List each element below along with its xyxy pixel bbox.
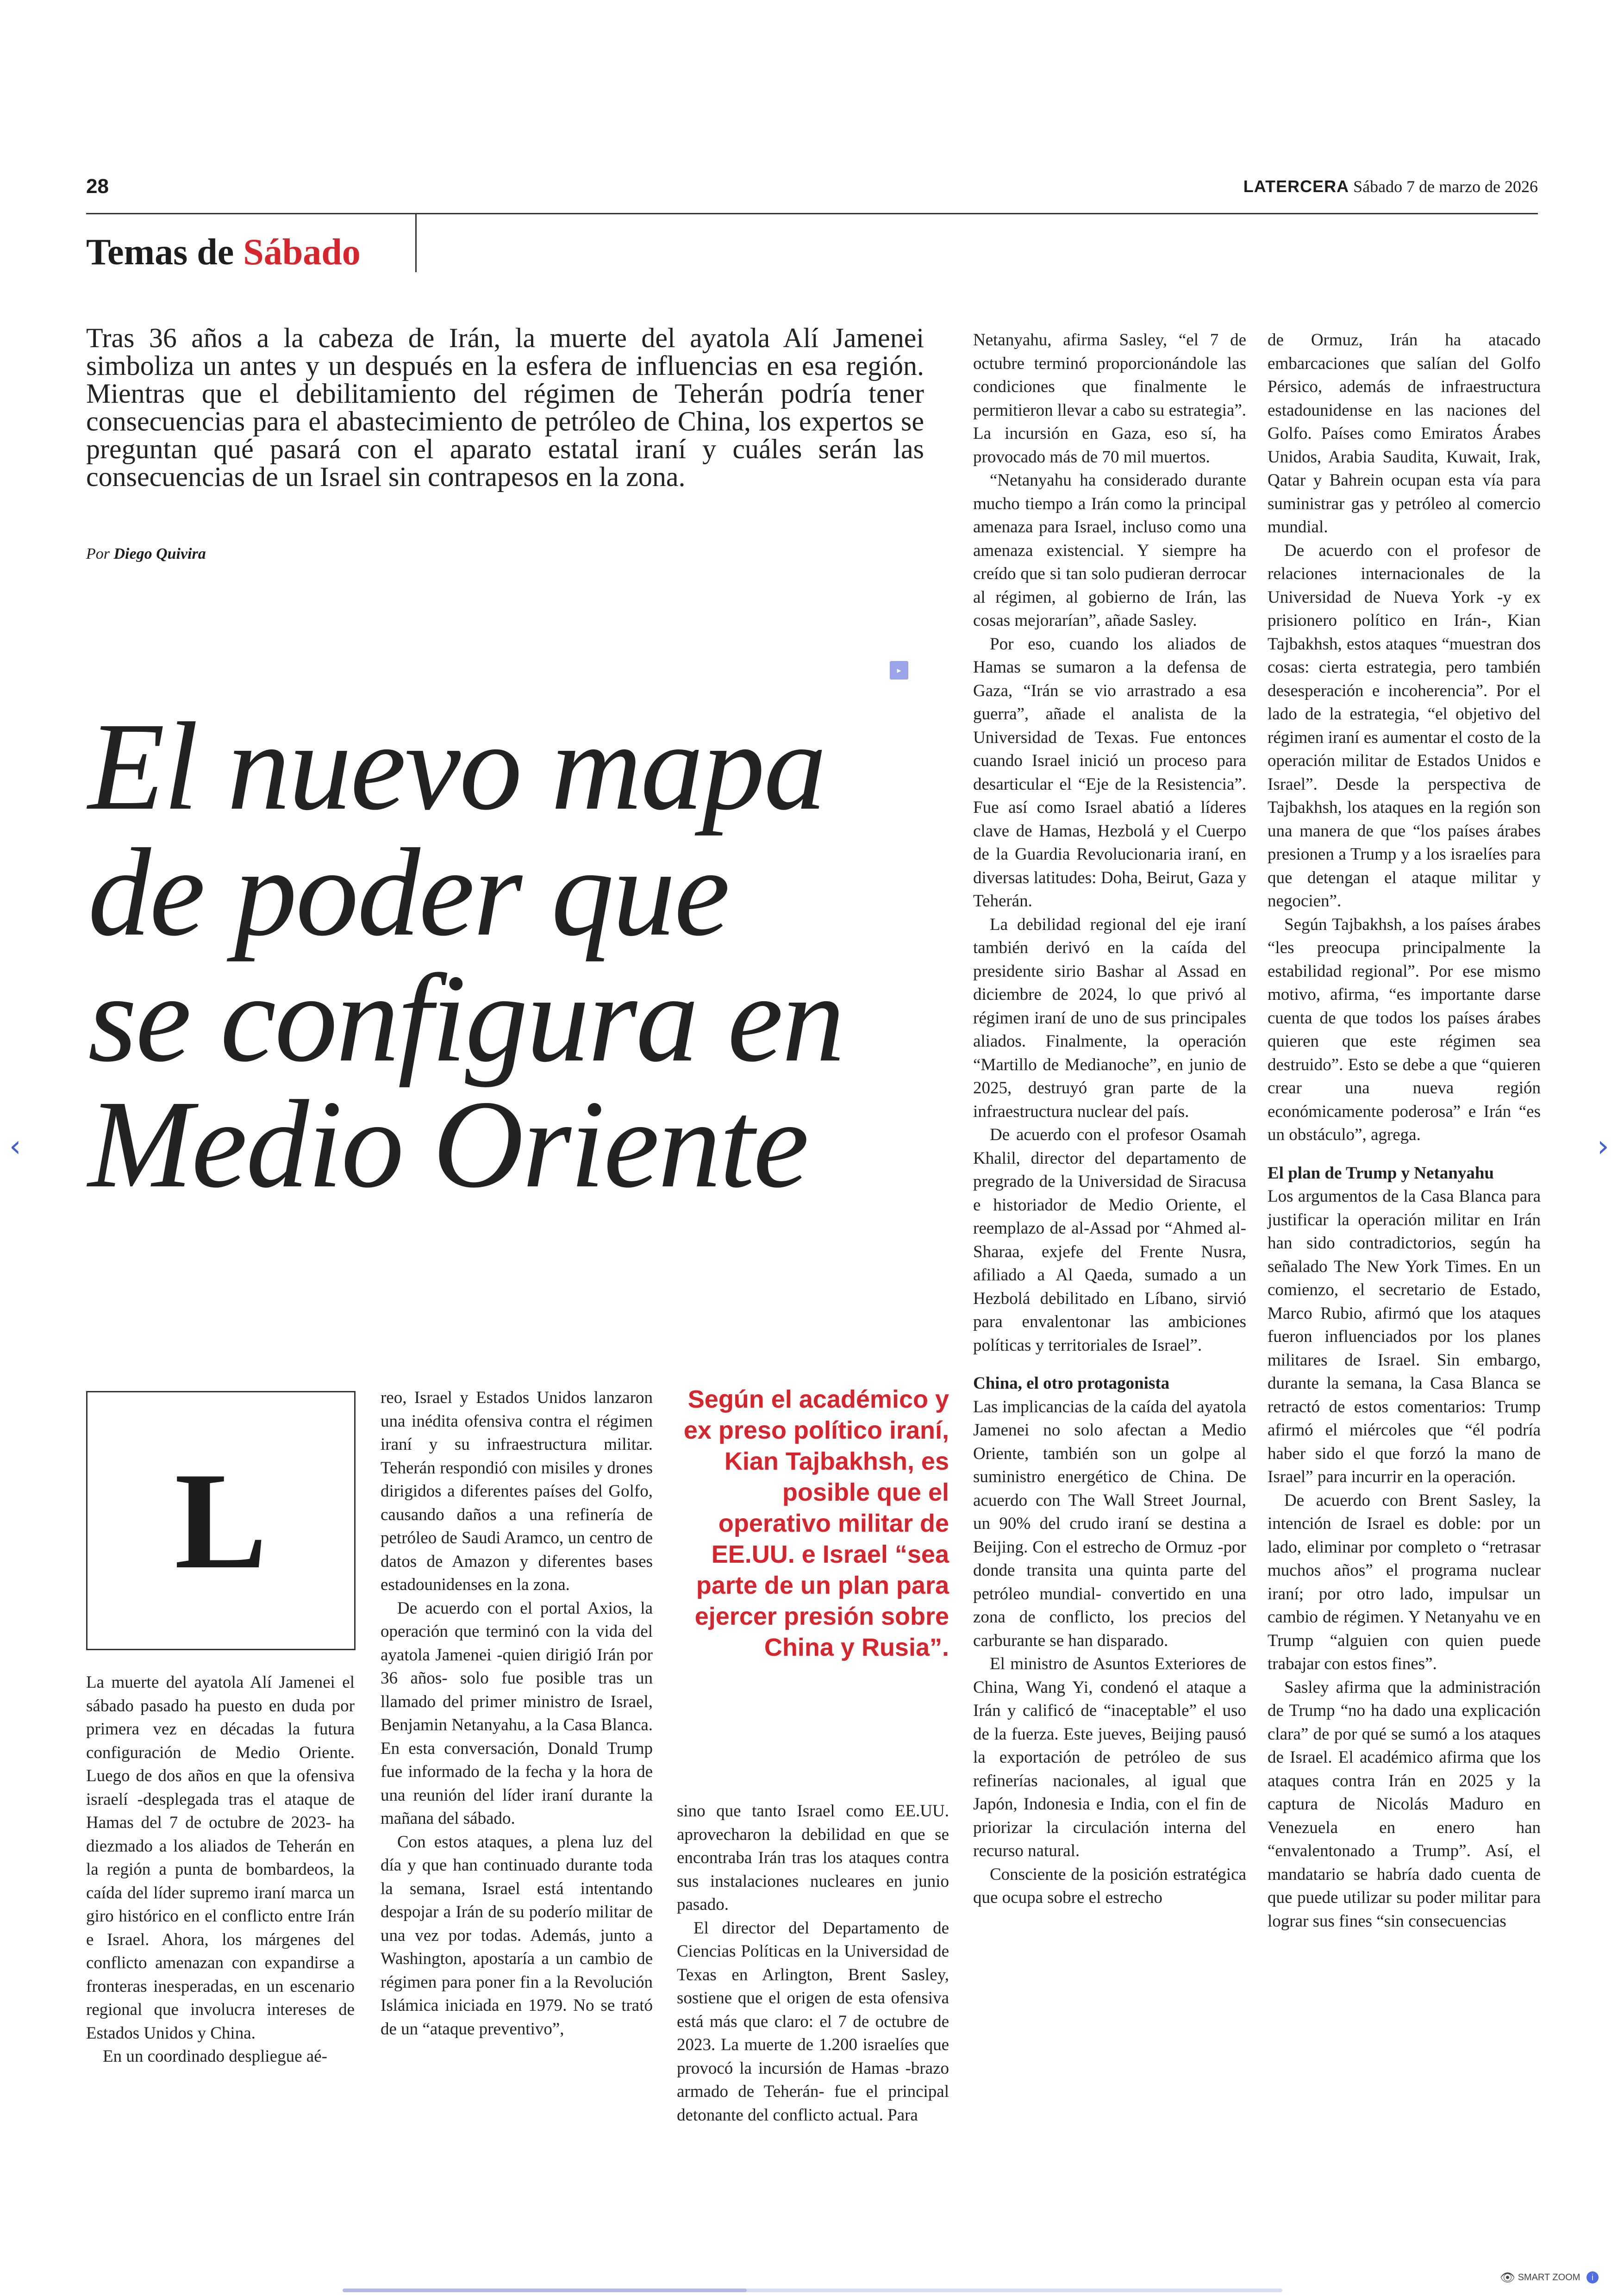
paragraph: En un coordinado despliegue aé-: [103, 2047, 327, 2066]
paragraph: Las implicancias de la caída del ayatola Jamenei no solo afectan a Medio Oriente, también son un golpe al suministro energético de China. De acuerdo con The Wall Street Journal, un 90% del crudo iraní se destina a Beijing. Con el estrecho de Ormuz -por donde transita una quinta parte del petróleo mundial- convertido en una zona de conflicto, los precios del carburante se han disparado.: [973, 1397, 1246, 1650]
article-column-5: [1268, 329, 1541, 1933]
paragraph: La muerte del ayatola Alí Jamenei el sábado pasado ha puesto en duda por primera vez en décadas la futura configuración de Medio Oriente. Luego de dos años en que la ofensiva israelí -desplegada tras el ataque de Hamas del 7 de octubre de 2023- ha diezmado a los aliados de Teherán en la región a punta de bombardeos, la caída del líder supremo iraní marca un giro histórico en el conflicto entre Irán e Israel. Ahora, los márgenes del conflicto amenazan con expandirse a fronteras inesperadas, en un escenario regional que involucra intereses de Estados Unidos y China.: [86, 1673, 355, 2043]
newspaper-brand: LATERCERA: [1243, 177, 1349, 196]
article-column-4: [973, 329, 1246, 1910]
eye-icon: 👁: [1500, 2270, 1516, 2284]
smart-zoom-label: SMART ZOOM: [1518, 2272, 1580, 2283]
subheading: El plan de Trump y Netanyahu: [1268, 1163, 1494, 1183]
next-page-chevron-icon[interactable]: ›: [1597, 1129, 1609, 1164]
paragraph: de Ormuz, Irán ha atacado embarcaciones que salían del Golfo Pérsico, además de infraestructura estadounidense en las naciones del Golfo. Países como Emiratos Árabes Unidos, Arabia Saudita, Kuwait, Irak, Qatar y Bahrein ocupan esta vía para suministrar gas y petróleo al comercio mundial.: [1268, 331, 1541, 536]
headline-line: de poder que: [88, 823, 729, 962]
headline-line: El nuevo mapa: [88, 697, 825, 836]
issue-date: Sábado 7 de marzo de 2026: [1353, 177, 1538, 196]
paragraph: reo, Israel y Estados Unidos lanzaron una inédita ofensiva contra el régimen iraní y su infraestructura militar. Teherán respondió con misiles y drones dirigidos a diferentes países del Golfo, causando daños a una refinería de petróleo de Saudi Aramco, un centro de datos de Amazon y diferentes bases estadounidenses en la zona.: [381, 1388, 653, 1594]
paragraph: La debilidad regional del eje iraní también derivó en la caída del presidente sirio Bashar al Assad en diciembre de 2024, lo que privó al régimen iraní de uno de sus principales aliados. Finalmente, la operación “Martillo de Medianoche”, en junio de 2025, destruyó gran parte de la infraestructura nuclear del país.: [973, 915, 1246, 1121]
article-column-1: [86, 1671, 355, 2069]
paragraph: El director del Departamento de Ciencias Políticas en la Universidad de Texas en Arlington, Brent Sasley, sostiene que el origen de esta ofensiva está más que claro: el 7 de octubre de 2023. La muerte de 1.200 israelíes que provocó la incursión de Hamas -brazo armado de Teherán- fue el principal detonante del conflicto actual. Para: [677, 1918, 949, 2125]
masthead: [1243, 177, 1538, 196]
article-lead: Tras 36 años a la cabeza de Irán, la muerte del ayatola Alí Jamenei simboliza un antes y un después en la esfera de influencias en esa región. Mientras que el debilitamiento del régimen de Teherán podría tener consecuencias para el abastecimiento de petróleo de China, los expertos se preguntan qué pasará con el aparato estatal iraní y cuáles serán las consecuencias de un Israel sin contrapesos en la zona.: [86, 323, 924, 492]
paragraph: De acuerdo con Brent Sasley, la intención de Israel es doble: por un lado, eliminar por completo o “retrasar muchos años” el programa nuclear iraní; por otro lado, impulsar un cambio de régimen. Y Netanyahu ve en Trump “alguien con quien puede trabajar con estos fines”.: [1268, 1491, 1541, 1673]
pull-quote: Según el académico y ex preso político iraní, Kian Tajbakhsh, es posible que el operativo militar de EE.UU. e Israel “sea parte de un plan para ejercer presión sobre China y Rusia”.: [683, 1385, 949, 1661]
paragraph: Con estos ataques, a plena luz del día y que han continuado durante toda la semana, Israel está intentando despojar a Irán de su poderío militar de una vez por todas. Además, junto a Washington, apostaría a un cambio de régimen para poner fin a la Revolución Islámica iniciada en 1979. No se trató de un “ataque preventivo”,: [381, 1832, 653, 2039]
dropcap: L: [174, 1444, 268, 1597]
page-scrollbar-thumb[interactable]: [343, 2289, 747, 2292]
paragraph: Según Tajbakhsh, a los países árabes “les preocupa principalmente la estabilidad regional”. Por ese mismo motivo, afirma, “es importante darse cuenta de que todos los países árabes quieren que este régimen sea destruido”. Esto se debe a que “quieren crear una nueva región económicamente poderosa” e Irán “es un obstáculo”, agrega.: [1268, 915, 1541, 1144]
info-icon[interactable]: i: [1587, 2271, 1599, 2283]
subheading: China, el otro protagonista: [973, 1374, 1170, 1393]
paragraph: De acuerdo con el profesor de relaciones internacionales de la Universidad de Nueva York -y ex prisionero político en Irán-, Kian Tajbakhsh, estos ataques “muestran dos cosas: cierta estrategia, pero también desesperación e incoherencia”. Por el lado de la estrategia, “el objetivo del régimen iraní es aumentar el costo de la operación militar de Estados Unidos e Israel”. Desde la perspectiva de Tajbakhsh, los ataques en la región son una manera de que “los países árabes presionen a Trump y a los israelíes para que detengan el ataque militar y negocien”.: [1268, 541, 1541, 911]
section-divider: [415, 214, 417, 272]
headline: [88, 697, 940, 1214]
article-column-2: [381, 1386, 653, 2041]
paragraph: El ministro de Asuntos Exteriores de China, Wang Yi, condenó el ataque a Irán y calificó de “inaceptable” el uso de la fuerza. Este jueves, Beijing pausó la exportación de petróleo de sus refinerías nacionales, al igual que Japón, Indonesia e India, con el fin de priorizar la circulación interna del recurso natural.: [973, 1654, 1246, 1860]
paragraph: sino que tanto Israel como EE.UU. aprovecharon la debilidad en que se encontraba Irán tras los ataques contra sus instalaciones nucleares en junio pasado.: [677, 1802, 949, 1914]
article-column-3: [677, 1800, 949, 2127]
section-accent: Sábado: [243, 232, 361, 273]
ad-marker-icon[interactable]: ▸: [890, 661, 908, 680]
smart-zoom-control[interactable]: [1500, 2270, 1599, 2285]
paragraph: “Netanyahu ha considerado durante mucho tiempo a Irán como la principal amenaza para Israel, incluso como una amenaza existencial. Y siempre ha creído que si tan solo pudieran derrocar al régimen, al gobierno de Irán, las cosas mejorarían”, añade Sasley.: [973, 471, 1246, 630]
author-name: Diego Quivira: [113, 545, 206, 562]
header-rule: [86, 213, 1538, 214]
paragraph: Netanyahu, afirma Sasley, “el 7 de octubre terminó proporcionándole las condiciones que finalmente le permitieron llevar a cabo su estrategia”. La incursión en Gaza, eso sí, ha provocado más de 70 mil muertos.: [973, 331, 1246, 467]
paragraph: Consciente de la posición estratégica que ocupa sobre el estrecho: [973, 1865, 1246, 1907]
paragraph: Por eso, cuando los aliados de Hamas se sumaron a la defensa de Gaza, “Irán se vio arrastrado a esa guerra”, añade el analista de la Universidad de Texas. Fue entonces cuando Israel inició un proceso para desarticular el “Eje de la Resistencia”. Fue así como Israel abatió a líderes clave de Hamas, Hezbolá y el Cuerpo de la Guardia Revolucionaria iraní, en diversas latitudes: Doha, Beirut, Gaza y Teherán.: [973, 634, 1246, 911]
section-title: [86, 231, 361, 274]
paragraph: Los argumentos de la Casa Blanca para justificar la operación militar en Irán han sido contradictorios, según ha señalado The New York Times. En un comienzo, el secretario de Estado, Marco Rubio, afirmó que los ataques fueron influenciados por los planes militares de Israel. Sin embargo, durante la semana, la Casa Blanca se retractó de estos comentarios: Trump afirmó el miércoles que “él podría haber sido el que forzó la mano de Israel” para incurrir en la operación.: [1268, 1187, 1541, 1486]
paragraph: De acuerdo con el portal Axios, la operación que terminó con la vida del ayatola Jamenei -quien dirigió Irán por 36 años- solo fue posible tras un llamado del primer ministro de Israel, Benjamin Netanyahu, a la Casa Blanca. En esta conversación, Donald Trump fue informado de la fecha y la hora de una reunión del líder iraní durante la mañana del sábado.: [381, 1598, 653, 1828]
byline: [86, 545, 206, 563]
paragraph: De acuerdo con el profesor Osamah Khalil, director del departamento de pregrado de la Universidad de Siracusa e historiador de Medio Oriente, el reemplazo de al-Assad por “Ahmed al-Sharaa, exjefe del Frente Nusra, afiliado a Al Qaeda, sumado a un Hezbolá debilitado en Líbano, sirvió para envalentonar las ambiciones políticas y territoriales de Israel”.: [973, 1125, 1246, 1355]
page-number: 28: [86, 175, 109, 198]
previous-page-chevron-icon[interactable]: ‹: [9, 1129, 21, 1164]
byline-prefix: Por: [86, 545, 110, 562]
paragraph: Sasley afirma que la administración de Trump “no ha dado una explicación clara” de por qué se sumó a los ataques de Israel. El académico afirma que los ataques contra Irán en 2025 y la captura de Nicolás Maduro en Venezuela en enero han “envalentonado a Trump”. Así, el mandatario se habría dado cuenta de que puede utilizar su poder militar para lograr sus fines “sin consecuencias: [1268, 1678, 1541, 1931]
section-prefix: Temas de: [86, 232, 234, 273]
headline-line: se configura en: [88, 948, 844, 1088]
headline-line: Medio Oriente: [88, 1074, 808, 1214]
